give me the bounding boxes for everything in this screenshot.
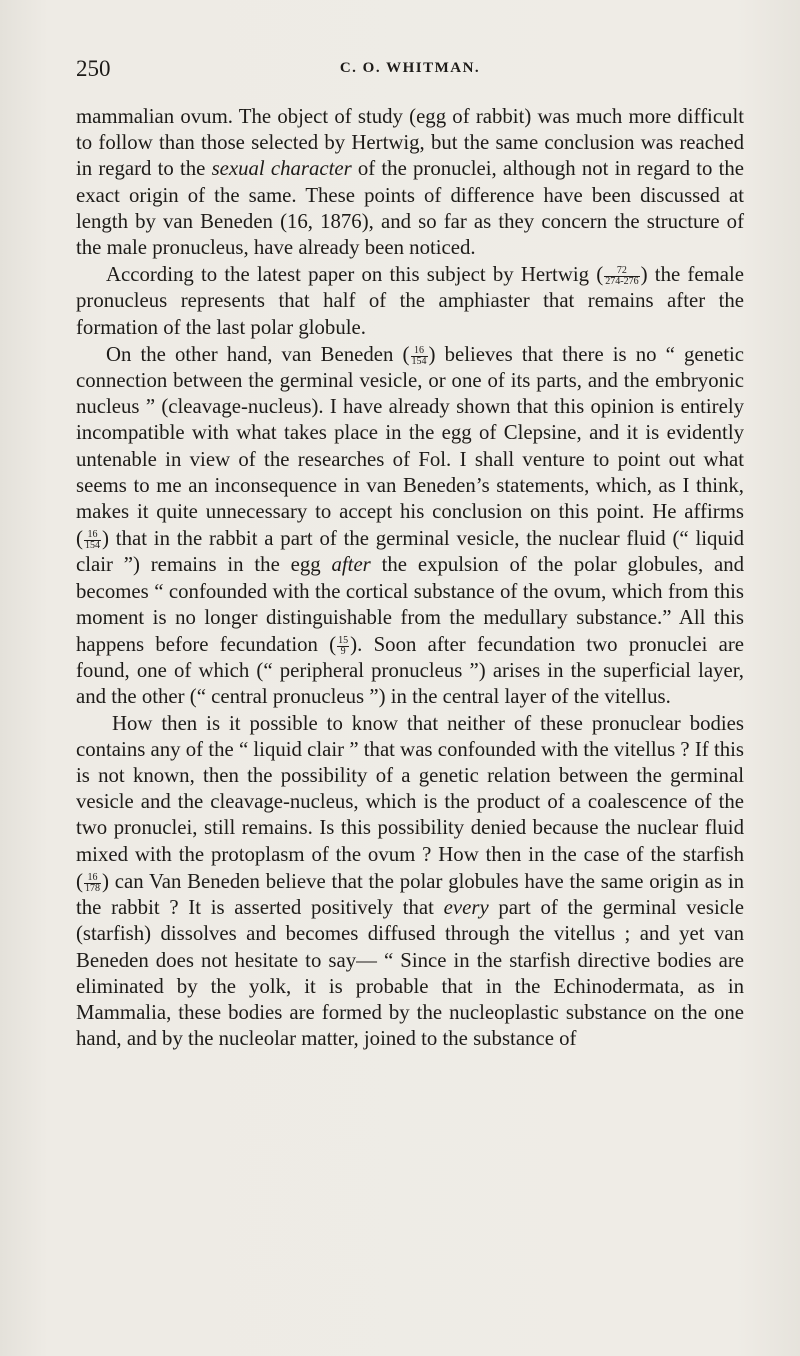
text-run: that in the rabbit a part of the germinal vesicle, the nuclear fluid (“ liquid clair ”) remains in the egg: [76, 527, 744, 577]
page-number: 250: [76, 56, 111, 81]
fraction-denominator: 274-276: [605, 275, 639, 287]
paragraph: How then is it possible to know that neither of these pronuclear bodies contains any of the “ liquid clair ” that was confounded with the vitellus ? If this is not known, then the possibility of a genetic relation between the germinal vesicle and the cleavage-nucleus, which is the product of a coalescence of the two pronuclei, still remains. Is this possibility denied because the nuclear fluid mixed with the protoplasm of the ovum ? How then in the case of the starfish ( $\frac{16}{178}$ ) can Van Beneden believe that the polar globules have the same origin as in the rabbit ? It is asserted positively that every part of the germinal vesicle (starfish) dissolves and becomes diffused through the vitellus ; and yet van Beneden does not hesitate to say— “ Since in the starfish directive bodies are eliminated by the yolk, it is probable that in the Echinodermata, as in Mammalia, these bodies are formed by the nucleoplastic substance on the one hand, and by the nucleolar matter, joined to the substance of: [76, 711, 744, 1051]
text-run: can Van Beneden believe that the polar globules have the same origin as in the rabbit ? It is asserted positively that: [76, 869, 744, 920]
text-run: On the other hand, van Beneden: [106, 342, 403, 366]
text-run: . Soon after fecundation two pronuclei are found, one of which (“ peripheral pronucleus ”) arises in the superficial layer, and the other (“ central pronucleus ”) in the central layer of the vitellus.: [76, 633, 744, 709]
page-header: [76, 56, 744, 86]
fraction-numerator: 15: [338, 634, 349, 646]
text-run: the female pronucleus represents that half of the amphiaster that remains after the formation of the last polar globule.: [76, 263, 744, 339]
fraction-numerator: 16: [84, 873, 101, 884]
fraction-denominator: 178: [85, 882, 100, 894]
running-head: C. O. WHITMAN.: [339, 60, 481, 76]
fraction-citation: [84, 873, 101, 894]
paragraph: [76, 104, 744, 261]
fraction-denominator: 9: [340, 645, 346, 657]
body-text: [76, 104, 744, 1052]
fraction-numerator: 16: [411, 346, 428, 357]
fraction-numerator: 72: [604, 266, 639, 277]
text-run: of the pronuclei, although not in regard to the exact origin of the same. These points of difference have been discussed at length by van Beneden (16, 1876), and so far as they concern the structure of the male pronucleus, have already been noticed.: [76, 157, 744, 260]
text-run: mammalian ovum. The object of study (egg of rabbit) was much more difficult to follow than those selected by Hertwig, but the same conclusion was reached in regard to the: [76, 105, 744, 181]
fraction-citation: [337, 636, 349, 657]
text-run: the expulsion of the polar globules, and becomes “ confounded with the cortical substance of the ovum, which from this moment is no longer distinguishable from the medullary substance.” All this happens before fecundation: [76, 553, 744, 657]
fraction-citation: [604, 266, 639, 287]
italic-text: sexual character: [211, 157, 352, 181]
italic-text: every: [443, 896, 489, 920]
paragraph: On the other hand, van Beneden ( $\frac{16}{154}$ ) believes that there is no “ genetic connection between the germinal vesicle, or one of its parts, and the embryonic nucleus ” (cleavage-nucleus). I have already shown that this opinion is entirely incompatible with what takes place in the egg of Clepsine, and it is evidently untenable in view of the researches of Fol. I shall venture to point out what seems to me an inconsequence in van Beneden’s statements, which, as I think, makes it quite unnecessary to accept his conclusion on this point. He affirms ( $\frac{16}{154}$ ) that in the rabbit a part of the germinal vesicle, the nuclear fluid (“ liquid clair ”) remains in the egg after the expulsion of the polar globules, and becomes “ confounded with the cortical substance of the ovum, which from this moment is no longer distinguishable from the medullary substance.” All this happens before fecundation ( $\frac{15}{9}$ ). Soon after fecundation two pronuclei are found, one of which (“ peripheral pronucleus ”) arises in the superficial layer, and the other (“ central pronucleus ”) in the central layer of the vitellus.: [76, 341, 744, 709]
text-run: part of the germinal vesicle (starfish) dissolves and becomes diffused through the vitellus ; and yet van Beneden does not hesitate to say— “ Since in the starfish directive bodies are eliminated by the yolk, it is probable that in the Echinodermata, as in Mammalia, these bodies are formed by the nucleoplastic substance on the one hand, and by the nucleolar matter, joined to the substance of: [76, 896, 744, 1051]
fraction-citation: [84, 530, 101, 551]
fraction-numerator: 16: [84, 530, 101, 541]
fraction-denominator: 154: [85, 539, 100, 551]
fraction-denominator: 154: [411, 355, 427, 367]
text-run: How then is it possible to know that neither of these pronuclear bodies contains any of the “ liquid clair ” that was confounded with the vitellus ? If this is not known, then the possibility of a genetic relation between the germinal vesicle and the cleavage-nucleus, which is the product of a coalescence of the two pronuclei, still remains. Is this possibility denied because the nuclear fluid mixed with the protoplasm of the ovum ? How then in the case of the starfish: [76, 711, 744, 866]
text-run: believes that there is no “ genetic connection between the germinal vesicle, or one of its parts, and the embryonic nucleus ” (cleavage-nucleus). I have already shown that this opinion is entirely incompatible with what takes place in the egg of Clepsine, and it is evidently untenable in view of the researches of Fol. I shall venture to point out what seems to me an inconsequence in van Beneden’s statements, which, as I think, makes it quite unnecessary to accept his conclusion on this point. He affirms: [76, 342, 744, 524]
paragraph: According to the latest paper on this subject by Hertwig ( $\frac{72}{274-276}$ ) the female pronucleus represents that half of the amphiaster that remains after the formation of the last polar globule.: [76, 262, 744, 339]
text-run: According to the latest paper on this subject by Hertwig: [106, 263, 597, 287]
italic-text: after: [331, 553, 371, 577]
fraction-citation: [411, 346, 428, 367]
